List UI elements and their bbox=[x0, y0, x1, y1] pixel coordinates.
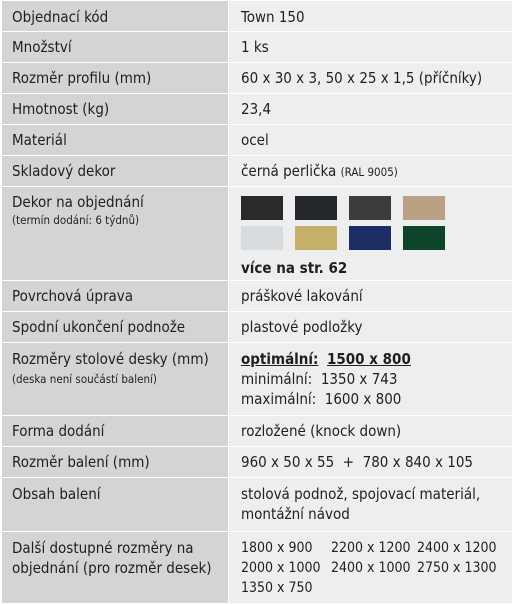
color-swatch bbox=[349, 196, 391, 220]
decor-swatches-cell bbox=[229, 187, 513, 281]
row-label: Forma dodání bbox=[2, 416, 229, 447]
row-label: Množství bbox=[2, 32, 229, 63]
row-value: Town 150 bbox=[229, 1, 513, 32]
size-option: 2750 x 1300 bbox=[417, 560, 497, 576]
row-value: práškové lakování bbox=[229, 281, 513, 312]
row-label: Objednací kód bbox=[2, 1, 229, 32]
color-swatch bbox=[403, 196, 445, 220]
row-value: plastové podložky bbox=[229, 312, 513, 343]
row-label: Spodní ukončení podnože bbox=[2, 312, 229, 343]
dim-maximal: maximální: 1600 x 800 bbox=[241, 390, 402, 408]
table-row bbox=[2, 94, 512, 125]
row-label: Dekor na objednání (termín dodání: 6 týdnů) bbox=[2, 187, 229, 281]
size-option: 2400 x 1200 bbox=[417, 540, 497, 556]
size-option: 2200 x 1200 bbox=[331, 540, 411, 556]
table-row bbox=[2, 532, 512, 604]
row-value: rozložené (knock down) bbox=[229, 416, 513, 447]
size-option: 1350 x 750 bbox=[241, 580, 313, 596]
row-value: ocel bbox=[229, 125, 513, 156]
color-swatch bbox=[241, 226, 283, 250]
more-link-text: více na str. 62 bbox=[241, 259, 348, 277]
table-row bbox=[2, 1, 512, 32]
table-row bbox=[2, 343, 512, 416]
row-label: Další dostupné rozměry na objednání (pro rozměr desek) bbox=[2, 532, 229, 604]
color-swatch bbox=[349, 226, 391, 250]
color-swatches bbox=[241, 196, 512, 250]
row-value: 60 x 30 x 3, 50 x 25 x 1,5 (příčníky) bbox=[229, 63, 513, 94]
row-value: 960 x 50 x 55 + 780 x 840 x 105 bbox=[229, 447, 513, 478]
size-option: 2400 x 1000 bbox=[331, 560, 411, 576]
size-option: 1800 x 900 bbox=[241, 540, 313, 556]
table-row bbox=[2, 63, 512, 94]
row-label: Hmotnost (kg) bbox=[2, 94, 229, 125]
row-label: Rozměr balení (mm) bbox=[2, 447, 229, 478]
row-value: stolová podnož, spojovací materiál, montážní návod bbox=[229, 478, 513, 532]
row-value: 23,4 bbox=[229, 94, 513, 125]
dim-minimal: minimální: 1350 x 743 bbox=[241, 370, 398, 388]
color-swatch bbox=[295, 196, 337, 220]
row-label: Skladový dekor bbox=[2, 156, 229, 187]
color-swatch bbox=[295, 226, 337, 250]
available-sizes-cell bbox=[229, 532, 513, 604]
row-label: Materiál bbox=[2, 125, 229, 156]
table-row bbox=[2, 478, 512, 532]
table-row bbox=[2, 156, 512, 187]
color-swatch bbox=[241, 196, 283, 220]
row-value: černá perlička (RAL 9005) bbox=[229, 156, 513, 187]
table-row bbox=[2, 312, 512, 343]
table-row bbox=[2, 32, 512, 63]
row-label: Rozměry stolové desky (mm) (deska není součástí balení) bbox=[2, 343, 229, 416]
color-swatch bbox=[403, 226, 445, 250]
spec-table bbox=[2, 0, 512, 604]
row-label: Povrchová úprava bbox=[2, 281, 229, 312]
table-row bbox=[2, 416, 512, 447]
table-dims-cell bbox=[229, 343, 513, 416]
size-option: 2000 x 1000 bbox=[241, 560, 321, 576]
row-label: Rozměr profilu (mm) bbox=[2, 63, 229, 94]
table-row bbox=[2, 125, 512, 156]
table-row bbox=[2, 447, 512, 478]
table-row bbox=[2, 187, 512, 281]
dim-optimal: optimální: 1500 x 800 bbox=[241, 350, 411, 368]
available-sizes bbox=[241, 538, 512, 598]
row-label: Obsah balení bbox=[2, 478, 229, 532]
row-value: 1 ks bbox=[229, 32, 513, 63]
table-row bbox=[2, 281, 512, 312]
